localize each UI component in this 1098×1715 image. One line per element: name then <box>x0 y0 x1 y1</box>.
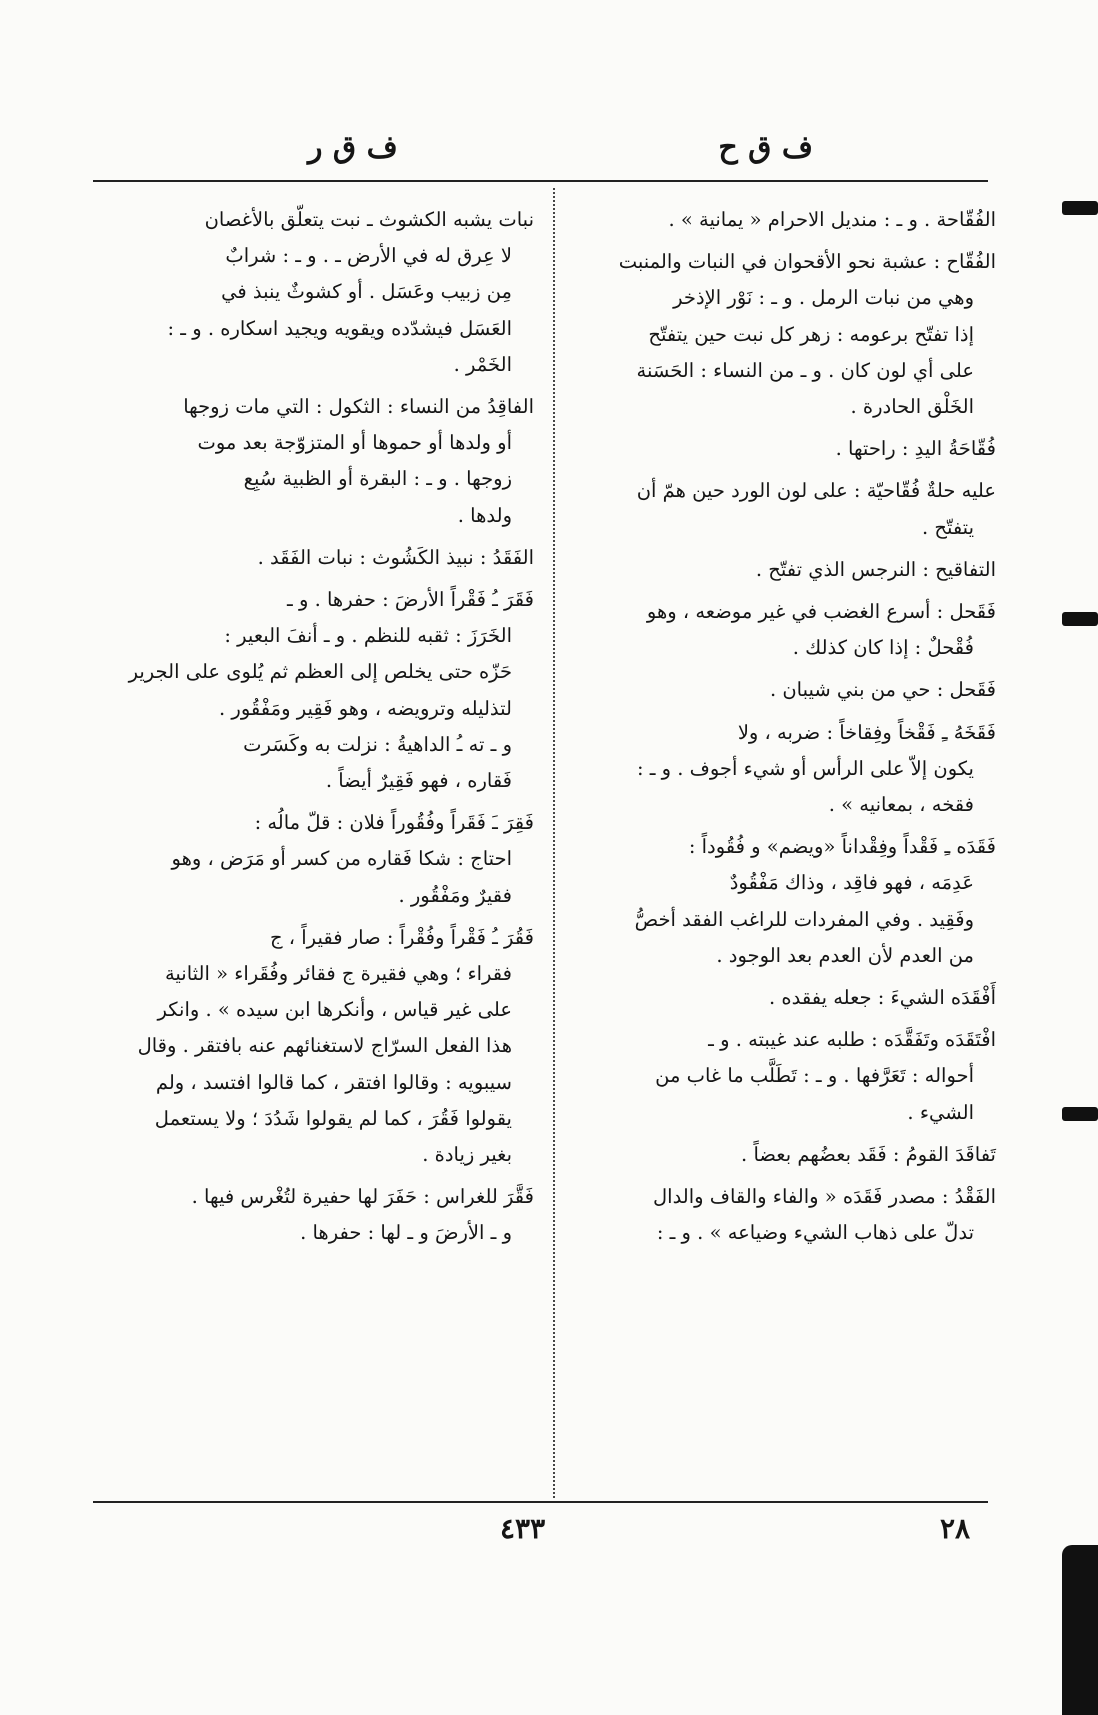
entry-continuation-line: أحواله : تَعَرَّفها . و ـ : تَطَلَّب ما غاب من <box>655 1064 974 1088</box>
top-rule <box>93 180 988 182</box>
entry-continuation-line: وفَقِيد . وفي المفردات للراغب الفقد أخصُّ <box>634 907 974 931</box>
entry-continuation-line: فَقاره ، فهو فَقِيرٌ أيضاً . <box>325 769 512 793</box>
entry-continuation-line: العَسَل فيشدّده ويقويه ويجيد اسكاره . و ـ : <box>167 316 512 340</box>
dictionary-entry <box>568 715 996 824</box>
entry-continuation-line: فقراء ؛ وهي فقيرة ج فقائر وفُقَراء « الثانية <box>164 962 512 986</box>
entry-first-line: الفُقّاحة . و ـ : منديل الاحرام « يمانية » . <box>668 208 996 231</box>
entry-continuation-line: على أي لون كان . و ـ من النساء : الحَسَنة <box>636 358 974 382</box>
thumb-mark <box>1062 1107 1098 1121</box>
left-column <box>106 202 534 1258</box>
entry-continuation-line: إذا تفتّح برعومه : زهر كل نبت حين يتفتّح <box>648 322 974 346</box>
root-header-left: ف ق ر <box>308 130 398 165</box>
entry-continuation-line: هذا الفعل السرّاج لاستغنائهم عنه بافتقر . وقال <box>137 1034 512 1058</box>
entry-continuation-line: لتذليله وترويضه ، وهو فَقِير ومَفْقُور . <box>219 696 512 720</box>
entry-continuation-line: و ـ الأرضَ و ـ لها : حفرها . <box>300 1221 512 1245</box>
root-header-right: ف ق ح <box>718 130 813 165</box>
entry-first-line: نبات يشبه الكشوث ـ نبت يتعلّق بالأغصان <box>204 208 534 231</box>
entry-first-line: تَفاقَدَ القومُ : فَقَد بعضُهم بعضاً . <box>741 1142 996 1166</box>
page-number-center: ٤٣٣ <box>500 1512 546 1545</box>
entry-continuation-line: من العدم لأن العدم بعد الوجود . <box>716 943 974 967</box>
dictionary-entry <box>568 980 996 1016</box>
entry-first-line: الفاقِدُ من النساء : الثكول : التي مات زوجها <box>183 395 534 419</box>
entry-first-line: الفَقَدُ : نبيذ الكَشُوث : نبات الفَقَد . <box>257 545 534 569</box>
dictionary-entry <box>568 431 996 467</box>
entry-first-line: فَقَرَ ـُ فَقْراً الأرضَ : حفرها . و ـ <box>287 588 534 612</box>
entry-continuation-line: الشيء . <box>907 1100 974 1124</box>
entry-first-line: فَقِرَ ـَ فَقَراً وفُقُوراً فلان : قلّ مالُه : <box>254 811 534 835</box>
entry-first-line: فُقّاحَةُ اليدِ : راحتها . <box>835 437 996 461</box>
dictionary-entry <box>568 594 996 666</box>
dictionary-entry <box>106 582 534 799</box>
dictionary-entry <box>568 829 996 974</box>
page-edge-shadow <box>1062 1545 1098 1715</box>
entry-continuation-line: و ـ ته ـُ الداهيةُ : نزلت به وكَسَرت <box>243 732 512 756</box>
dictionary-entry <box>106 1179 534 1251</box>
entry-first-line: فَقَخَهُ ـِ فَقْخاً وفِقاخاً : ضربه ، ولا <box>737 720 996 744</box>
entry-continuation-line: فقخه ، بمعانيه » . <box>828 793 974 817</box>
entry-continuation-line: على غير قياس ، وأنكرها ابن سيده » . وانكر <box>157 998 512 1022</box>
entry-continuation-line: يتفتّح . <box>921 515 974 539</box>
dictionary-entry <box>106 805 534 914</box>
thumb-mark <box>1062 201 1098 215</box>
dictionary-entry <box>106 920 534 1173</box>
entry-continuation-line: لا عِرق له في الأرض ـ . و ـ : شرابٌ <box>225 244 512 268</box>
dictionary-entry <box>106 540 534 576</box>
bottom-rule <box>93 1501 988 1503</box>
entry-continuation-line: الخَلْق الحادرة . <box>850 395 974 419</box>
entry-continuation-line: ولدها . <box>457 503 512 527</box>
entry-first-line: فَقَدَه ـِ فَقْداً وفِقْداناً «ويضم» و فُقُوداً : <box>688 835 996 859</box>
dictionary-entry <box>568 473 996 545</box>
entry-continuation-line: الخَمْر . <box>453 352 512 376</box>
entry-continuation-line: تدلّ على ذهاب الشيء وضياعه » . و ـ : <box>656 1221 974 1245</box>
entry-continuation-line: الخَرَزَ : ثقبه للنظم . و ـ أنفَ البعير : <box>224 624 512 648</box>
entry-first-line: التفاقيح : النرجس الذي تفتّح . <box>755 557 996 581</box>
entry-first-line: فَقَحل : أسرع الغضب في غير موضعه ، وهو <box>646 600 996 624</box>
entry-continuation-line: يقولوا فَقُرَ ، كما لم يقولوا شَدُدَ ؛ ولا يستعمل <box>154 1106 512 1130</box>
dictionary-entry <box>568 1137 996 1173</box>
entry-first-line: فَقَّرَ للغراس : حَفَرَ لها حفيرة لتُغْرس فيها . <box>191 1185 534 1209</box>
entry-continuation-line: فُقْحلٌ : إذا كان كذلك . <box>792 636 974 660</box>
dictionary-entry <box>568 1022 996 1131</box>
entry-first-line: عليه حلةٌ فُقّاحيّة : على لون الورد حين همّ أن <box>636 479 996 503</box>
entry-first-line: فَقَحل : حي من بني شيبان . <box>769 678 996 702</box>
entry-continuation-line: وهي من نبات الرمل . و ـ : نَوْر الإذخر <box>673 286 974 310</box>
column-divider <box>553 188 555 1498</box>
entry-first-line: فَقُرَ ـُ فَقْراً وفُقْراً : صار فقيراً ، ج <box>269 925 534 949</box>
entry-continuation-line: حَزّه حتى يخلص إلى العظم ثم يُلوى على الجرير <box>128 660 512 684</box>
dictionary-entry <box>568 552 996 588</box>
thumb-mark <box>1062 612 1098 626</box>
entry-continuation-line: بغير زيادة . <box>422 1143 512 1167</box>
dictionary-entry <box>568 202 996 238</box>
dictionary-entry <box>568 244 996 425</box>
entry-continuation-line: احتاج : شكا فَقاره من كسر أو مَرَض ، وهو <box>171 847 512 871</box>
entry-continuation-line: مِن زبيب وعَسَل . أو كشوثٌ ينبذ في <box>221 280 512 304</box>
entry-continuation-line: أو ولدها أو حموها أو المتزوّجة بعد موت <box>197 431 512 455</box>
entry-continuation-line: يكون إلاّ على الرأس أو شيء أجوف . و ـ : <box>636 756 974 780</box>
right-column <box>568 202 996 1257</box>
entry-first-line: افْتَقَدَه وتَفَقَّدَه : طلبه عند غيبته . و ـ <box>708 1028 996 1052</box>
entry-continuation-line: عَدِمَه ، فهو فاقِد ، وذاك مَفْقُودٌ <box>729 871 974 895</box>
page-number-right: ٢٨ <box>940 1512 971 1545</box>
dictionary-entry <box>568 672 996 708</box>
entry-continuation-line: فقيرٌ ومَفْقُور . <box>398 883 512 907</box>
entry-first-line: الفَقْدُ : مصدر فَقَدَه « والفاء والقاف والدال <box>652 1185 996 1209</box>
dictionary-entry <box>568 1179 996 1251</box>
entry-continuation-line: زوجها . و ـ : البقرة أو الظبية سُبِع <box>243 467 512 491</box>
dictionary-entry <box>106 202 534 383</box>
dictionary-entry <box>106 389 534 534</box>
entry-first-line: أَفْقَدَه الشيءَ : جعله يفقده . <box>769 986 996 1010</box>
entry-continuation-line: سيبويه : وقالوا افتقر ، كما قالوا افتسد ، ولم <box>155 1070 512 1094</box>
entry-first-line: الفُقّاح : عشبة نحو الأقحوان في النبات والمنبت <box>618 250 996 274</box>
